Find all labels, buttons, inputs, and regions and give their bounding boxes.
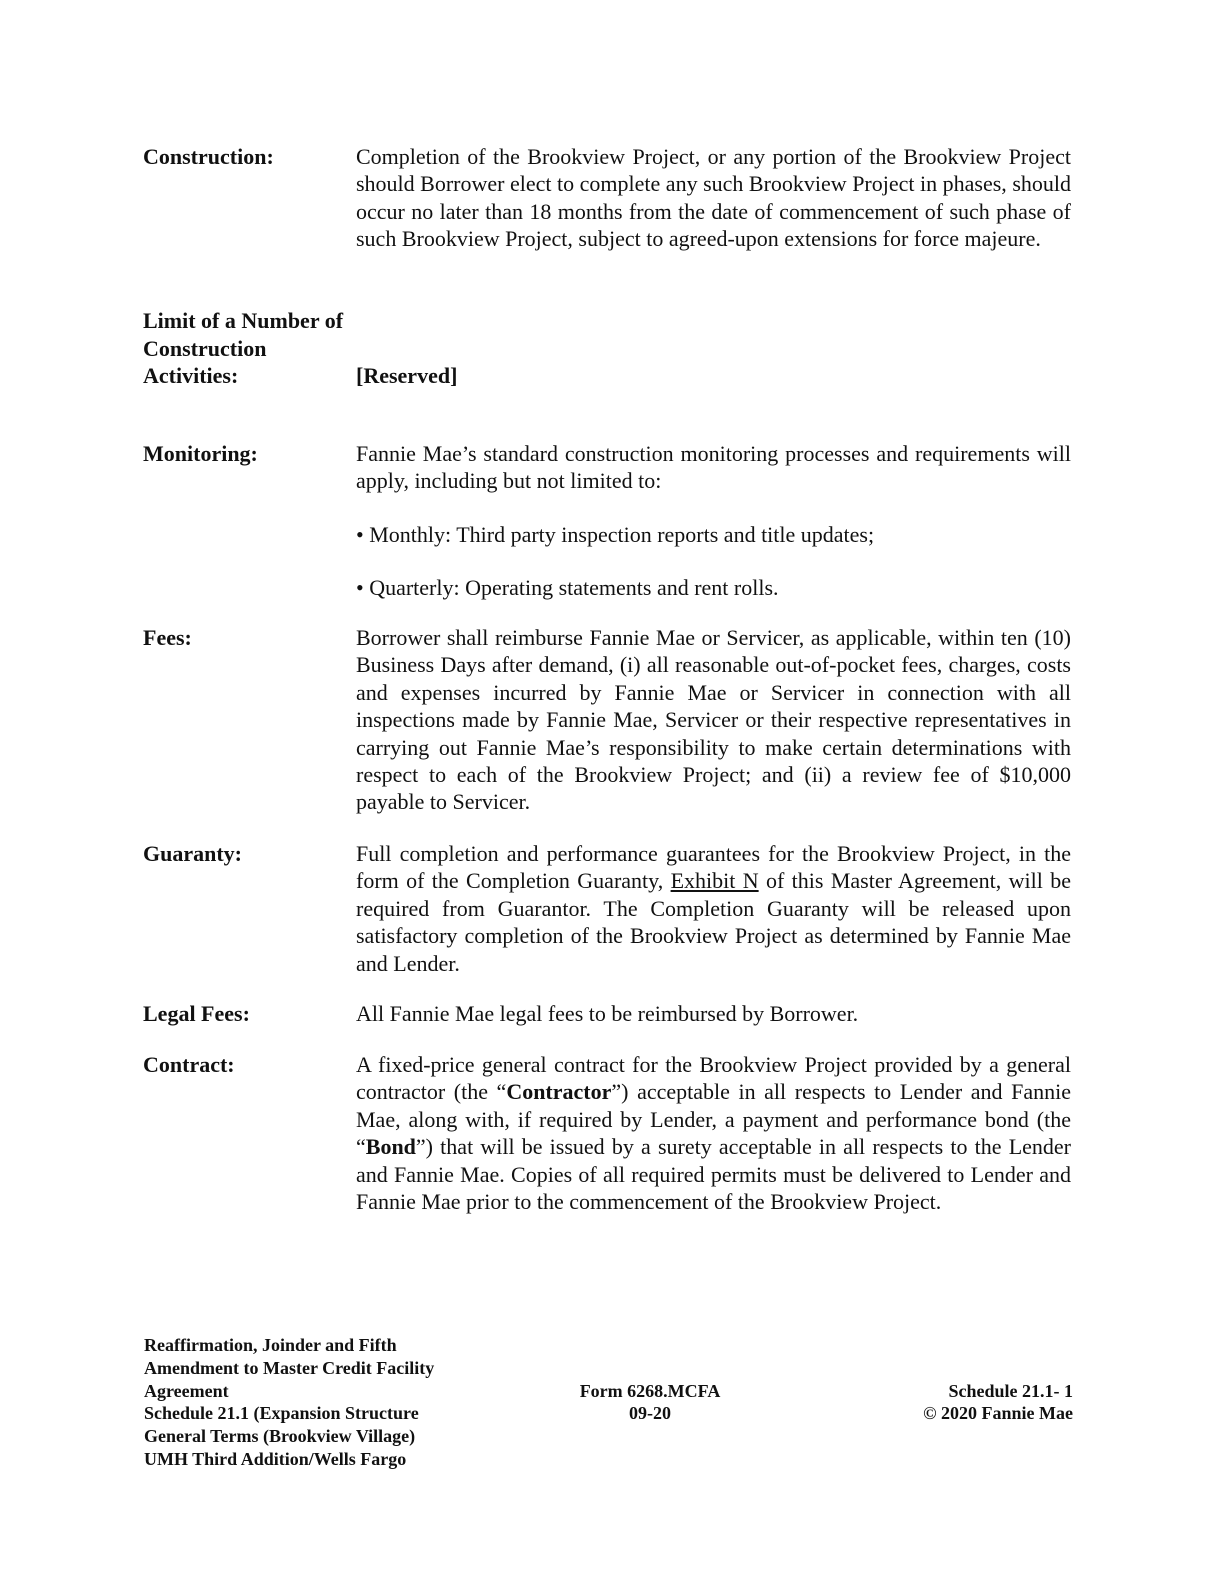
section-label: Contract: [143, 1052, 235, 1077]
section-text: A fixed-price general contract for the Brookview Project provided by a general contractor (the “Contractor”) acceptable in all respects to Lender and Fannie Mae, along with, if required by Lender, a payment and performance bond (the “Bond”) that will be issued by a surety acceptable in all respects to the Lender and Fannie Mae. Copies of all required permits must be delivered to Lender and Fannie Mae prior to the commencement of the Brookview Project. [356, 1052, 1071, 1215]
section-text: Fannie Mae’s standard construction monitoring processes and requirements will apply, including but not limited to: • Monthly: Third party inspection reports and title updates; • Quarterly: Operating statements and rent rolls. [356, 441, 1071, 601]
section-label: Limit of a Number of Construction Activities: [143, 308, 344, 388]
defined-term-bond: Bond [365, 1134, 416, 1160]
section-text: Completion of the Brookview Project, or any portion of the Brookview Project should Borrower elect to complete any such Brookview Project in phases, should occur no later than 18 months from the date of commencement of such phase of such Brookview Project, subject to agreed-upon extensions for force majeure. [356, 144, 1071, 252]
section-label: Monitoring: [143, 441, 258, 466]
bullet-quarterly: • Quarterly: Operating statements and rent rolls. [356, 575, 779, 601]
section-text: All Fannie Mae legal fees to be reimbursed by Borrower. [356, 1001, 859, 1026]
footer-document-title: Reaffirmation, Joinder and Fifth Amendment to Master Credit Facility Agreement Schedule 21.1 (Expansion Structure General Terms (Brookview Village) UMH Third Addition/Wells Fargo [144, 1335, 435, 1469]
section-label: Guaranty: [143, 841, 242, 866]
exhibit-reference: Exhibit N [670, 868, 759, 894]
defined-term-contractor: Contractor [506, 1079, 612, 1105]
footer-page-number: Schedule 21.1- 1 © 2020 Fannie Mae [923, 1380, 1073, 1424]
section-text: [Reserved] [356, 363, 458, 388]
section-label: Construction: [143, 144, 274, 169]
bullet-monthly: • Monthly: Third party inspection reports and title updates; [356, 521, 875, 547]
footer-form-number: Form 6268.MCFA 09-20 [579, 1380, 721, 1424]
section-label: Legal Fees: [143, 1001, 250, 1026]
section-text: Borrower shall reimburse Fannie Mae or Servicer, as applicable, within ten (10) Business Days after demand, (i) all reasonable out-of-pocket fees, charges, costs and expenses incurred by Fannie Mae or Servicer in connection with all inspections made by Fannie Mae, Servicer or their respective representatives in carrying out Fannie Mae’s responsibility to make certain determinations with respect to each of the Brookview Project; and (ii) a review fee of $10,000 payable to Servicer. [356, 625, 1071, 815]
section-text: Full completion and performance guarantees for the Brookview Project, in the form of the Completion Guaranty, Exhibit N of this Master Agreement, will be required from Guarantor. The Completion Guaranty will be released upon satisfactory completion of the Brookview Project as determined by Fannie Mae and Lender. [356, 841, 1071, 976]
section-label: Fees: [143, 625, 192, 650]
